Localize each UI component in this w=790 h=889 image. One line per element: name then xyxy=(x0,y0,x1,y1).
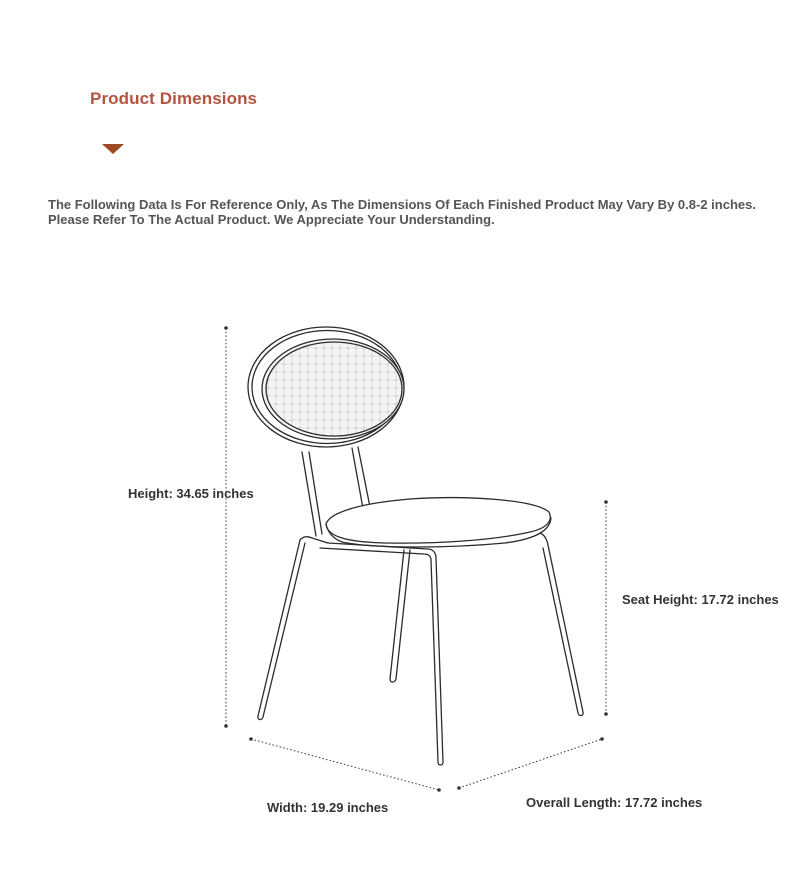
chair-backrest xyxy=(248,327,404,447)
overall-length-dimension-line xyxy=(459,739,602,788)
section-title: Product Dimensions xyxy=(90,89,258,108)
seat-height-label: Seat Height: 17.72 inches xyxy=(622,592,779,607)
width-label: Width: 19.29 inches xyxy=(267,800,389,815)
disclaimer-line-1: The Following Data Is For Reference Only, As The Dimensions Of Each Finished Product May Vary By 0.8-2 inches. xyxy=(48,197,756,212)
width-dimension-line xyxy=(251,739,439,790)
height-label: Height: 34.65 inches xyxy=(128,486,254,501)
chair-legs xyxy=(258,533,583,765)
chair-illustration xyxy=(248,327,583,765)
disclaimer-line-2: Please Refer To The Actual Product. We Appreciate Your Understanding. xyxy=(48,212,495,227)
chair-seat xyxy=(326,498,551,547)
overall-length-label: Overall Length: 17.72 inches xyxy=(526,795,703,810)
